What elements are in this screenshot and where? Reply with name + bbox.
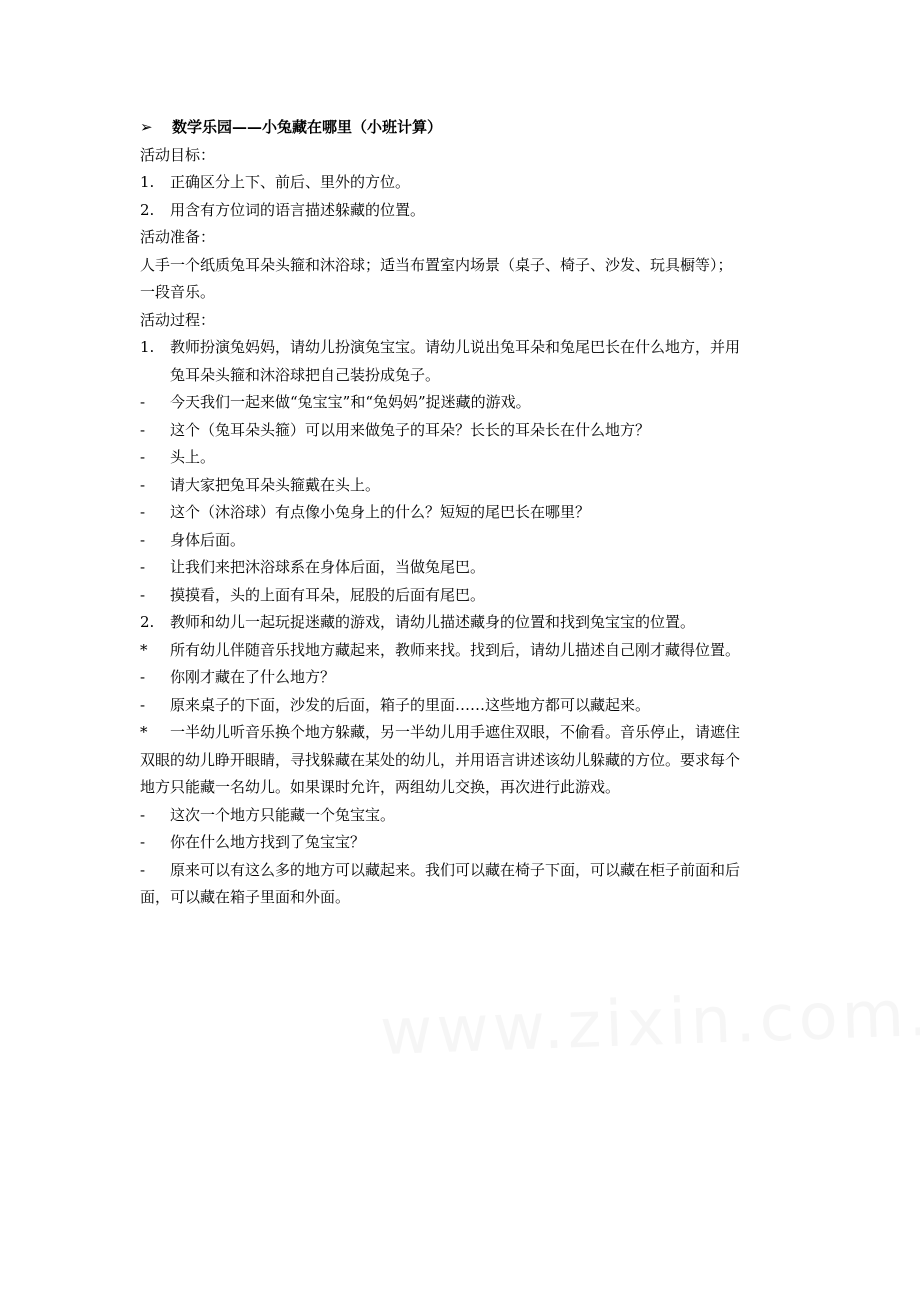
- star-item: [140, 637, 790, 665]
- dialog-line: [140, 582, 790, 610]
- dialog-text: 请大家把兔耳朵头箍戴在头上。: [170, 475, 381, 494]
- dialog-text: 这个（兔耳朵头箍）可以用来做兔子的耳朵？长长的耳朵长在什么地方？: [170, 420, 651, 439]
- goal-item: [140, 169, 790, 197]
- arrow-bullet-icon: ➢: [140, 118, 153, 136]
- star-marker: *: [140, 723, 148, 741]
- dialog-line: [140, 857, 790, 885]
- dash-marker: -: [140, 805, 146, 824]
- prep-text-line: 人手一个纸质兔耳朵头箍和沐浴球；适当布置室内场景（桌子、椅子、沙发、玩具橱等）；: [140, 255, 733, 274]
- goals-heading: 活动目标：: [140, 145, 216, 164]
- dash-marker: -: [140, 860, 146, 879]
- dialog-line: [140, 499, 790, 527]
- dialog-line: [140, 444, 790, 472]
- dash-marker: -: [140, 585, 146, 604]
- prep-heading: 活动准备：: [140, 228, 216, 246]
- document-title: [140, 114, 790, 142]
- goal-item: [140, 197, 790, 225]
- dialog-text: 原来桌子的下面，沙发的后面，箱子的里面……这些地方都可以藏起来。: [170, 695, 651, 714]
- dash-marker: -: [140, 833, 146, 851]
- list-number: 2.: [140, 613, 155, 631]
- prep-text-line: 一段音乐。: [140, 283, 216, 301]
- watermark: [379, 974, 920, 1070]
- dialog-line: [140, 664, 790, 692]
- dialog-line: [140, 554, 790, 582]
- dialog-text: 今天我们一起来做“兔宝宝”和“兔妈妈”捉迷藏的游戏。: [170, 393, 531, 411]
- document-body: [140, 114, 790, 912]
- dialog-text: 你刚才藏在了什么地方？: [170, 668, 336, 686]
- process-heading: 活动过程：: [140, 310, 216, 329]
- step-text: 教师扮演兔妈妈，请幼儿扮演兔宝宝。请幼儿说出兔耳朵和兔尾巴长在什么地方，并用: [170, 338, 741, 356]
- star-text-continued: 地方只能藏一名幼儿。如果课时允许，两组幼儿交换，再次进行此游戏。: [140, 778, 621, 796]
- dash-marker: -: [140, 420, 146, 439]
- dialog-text: 身体后面。: [170, 530, 246, 549]
- dialog-line: [140, 802, 790, 830]
- dialog-text: 这次一个地方只能藏一个兔宝宝。: [170, 805, 396, 824]
- star-marker: *: [140, 640, 148, 659]
- dialog-text: 摸摸看，头的上面有耳朵，屁股的后面有尾巴。: [170, 585, 486, 604]
- dash-marker: -: [140, 558, 146, 576]
- list-number: 1.: [140, 338, 155, 356]
- goal-text: 正确区分上下、前后、里外的方位。: [170, 173, 411, 191]
- dialog-line: [140, 417, 790, 445]
- dash-marker: -: [140, 530, 146, 549]
- star-item: [140, 719, 790, 747]
- dialog-line: [140, 527, 790, 555]
- dash-marker: -: [140, 448, 146, 466]
- dash-marker: -: [140, 475, 146, 494]
- dash-marker: -: [140, 393, 146, 411]
- dialog-text: 这个（沐浴球）有点像小兔身上的什么？短短的尾巴长在哪里？: [170, 503, 591, 521]
- dialog-text: 头上。: [170, 448, 216, 466]
- step-text: 教师和幼儿一起玩捉迷藏的游戏，请幼儿描述藏身的位置和找到兔宝宝的位置。: [170, 613, 696, 631]
- dialog-text: 你在什么地方找到了兔宝宝？: [170, 833, 366, 851]
- step-text-continued: 兔耳朵头箍和沐浴球把自己装扮成兔子。: [170, 365, 441, 384]
- dialog-line: [140, 829, 790, 857]
- star-text-continued: 双眼的幼儿睁开眼睛，寻找躲藏在某处的幼儿，并用语言讲述该幼儿躲藏的方位。要求每个: [140, 750, 741, 769]
- dash-marker: -: [140, 668, 146, 686]
- star-text: 所有幼儿伴随音乐找地方藏起来，教师来找。找到后，请幼儿描述自己刚才藏得位置。: [170, 640, 741, 659]
- dialog-text: 原来可以有这么多的地方可以藏起来。我们可以藏在椅子下面，可以藏在柜子前面和后: [170, 860, 741, 879]
- dash-marker: -: [140, 503, 146, 521]
- goal-text: 用含有方位词的语言描述躲藏的位置。: [170, 200, 426, 219]
- dialog-line: [140, 472, 790, 500]
- list-number: 2.: [140, 200, 155, 219]
- list-number: 1.: [140, 173, 155, 191]
- star-text: 一半幼儿听音乐换个地方躲藏，另一半幼儿用手遮住双眼，不偷看。音乐停止，请遮住: [170, 723, 741, 741]
- dialog-line: [140, 389, 790, 417]
- dialog-text: 让我们来把沐浴球系在身体后面，当做兔尾巴。: [170, 558, 486, 576]
- step-item: [140, 609, 790, 637]
- title-text: 数学乐园——小兔藏在哪里（小班计算）: [172, 118, 443, 136]
- dialog-line: [140, 692, 790, 720]
- step-item: [140, 334, 790, 362]
- dash-marker: -: [140, 695, 146, 714]
- dialog-text-continued: 面，可以藏在箱子里面和外面。: [140, 888, 351, 906]
